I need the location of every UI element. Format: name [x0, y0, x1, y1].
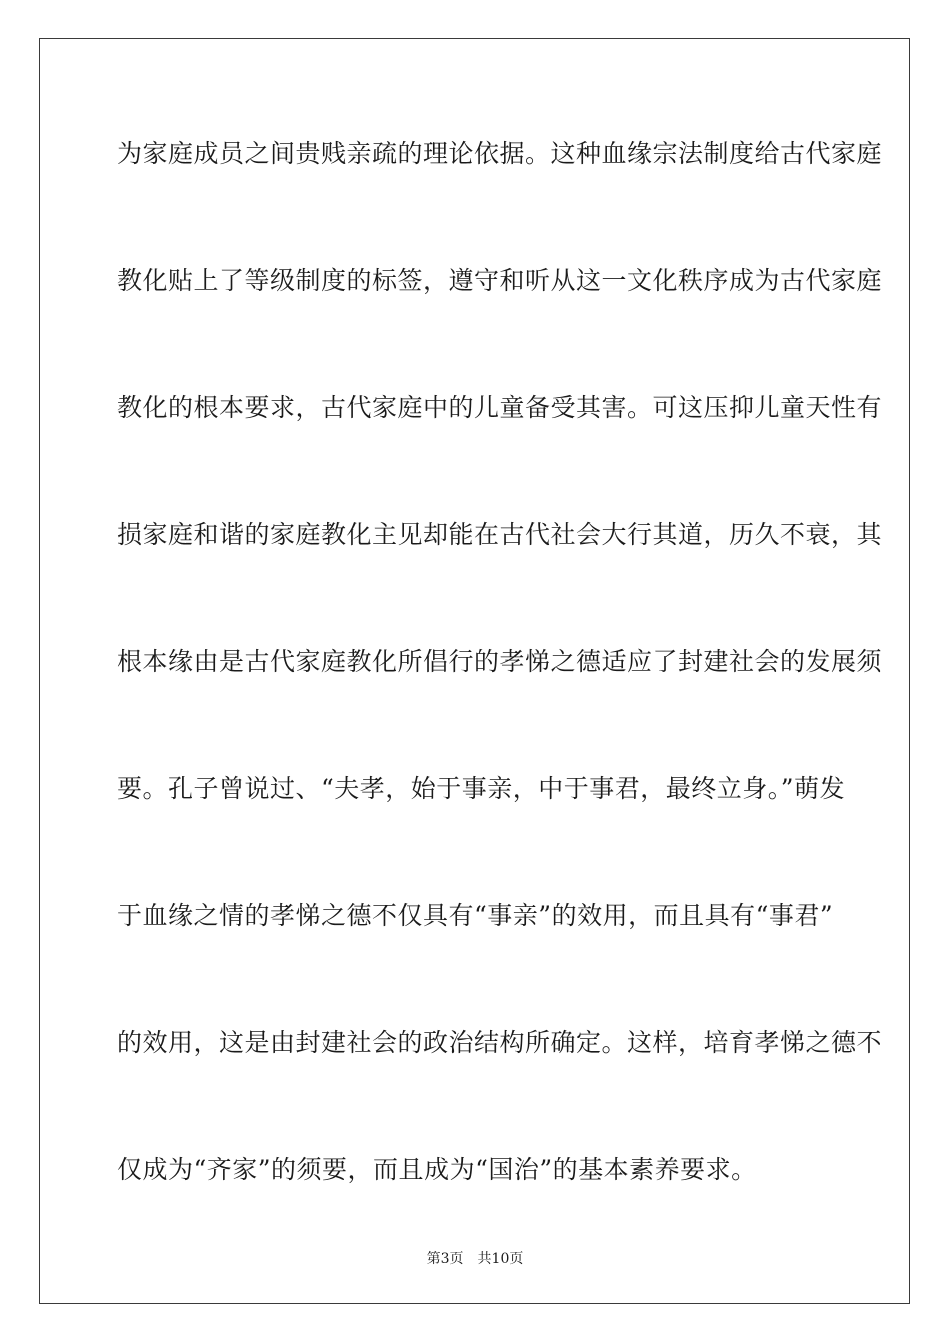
text-line: 于血缘之情的孝悌之德不仅具有“事亲”的效用，而且具有“事君”: [117, 901, 834, 930]
text-line: 教化贴上了等级制度的标签，遵守和听从这一文化秩序成为古代家庭: [117, 266, 883, 295]
text-line: 仅成为“齐家”的须要，而且成为“国治”的基本素养要求。: [117, 1155, 757, 1184]
text-line: 教化的根本要求，古代家庭中的儿童备受其害。可这压抑儿童天性有: [117, 393, 883, 422]
text-line: 要。孔子曾说过、“夫孝，始于事亲，中于事君，最终立身。”萌发: [117, 774, 846, 803]
text-line: 根本缘由是古代家庭教化所倡行的孝悌之德适应了封建社会的发展须: [117, 647, 883, 676]
text-line: 的效用，这是由封建社会的政治结构所确定。这样，培育孝悌之德不: [117, 1028, 883, 1057]
page-number: 第3页: [426, 1251, 464, 1267]
text-line: 损家庭和谐的家庭教化主见却能在古代社会大行其道，历久不衰，其: [117, 520, 883, 549]
text-line: 为家庭成员之间贵贱亲疏的理论依据。这种血缘宗法制度给古代家庭: [117, 139, 883, 168]
body-text: [117, 122, 883, 1265]
total-pages: 共10页: [477, 1251, 524, 1267]
page-footer: [0, 1248, 950, 1268]
